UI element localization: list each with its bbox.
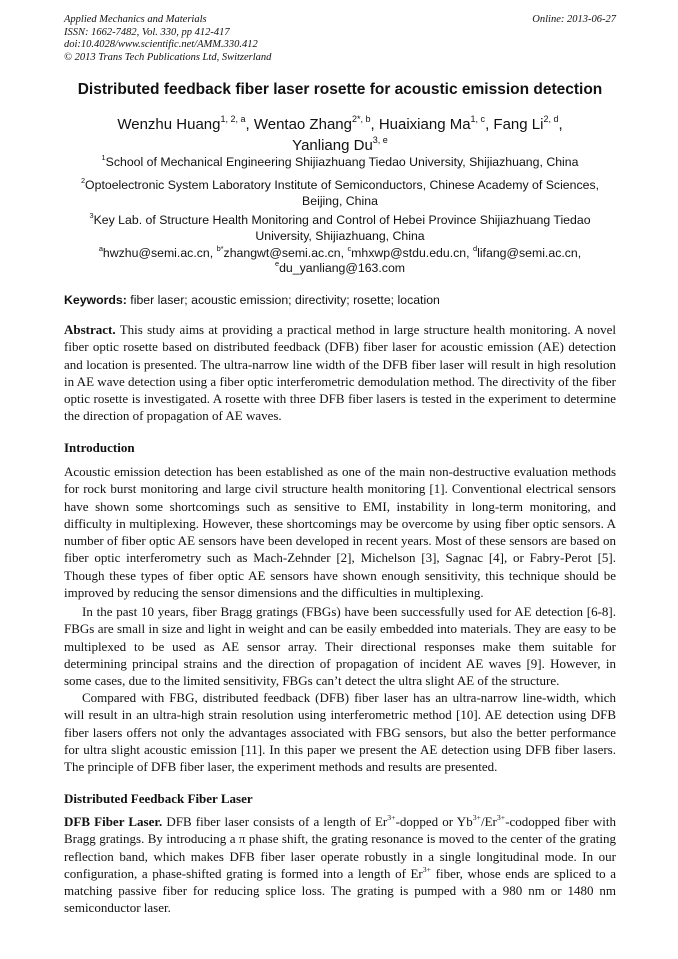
section-heading-introduction: Introduction bbox=[64, 440, 135, 455]
journal-header bbox=[64, 14, 616, 64]
dfb-paragraph: DFB Fiber Laser. DFB fiber laser consists of a length of $Er^{3+}$-dopped or $Yb^{3+}/Er^{3+}$-codopped fiber with Bragg gratings. By introducing a π phase shift, the grating resonance is moved to the center of the grating reflection band, which makes DFB fiber laser operate robustly in a single longitudinal mode. In our configuration, a phase-shifted grating is formed into a length of $Er^{3+}$ fiber, whose ends are spliced to a matching passive fiber for reducing splice loss. The grating is pumped with a 980 nm or 1480 nm semiconductor laser. bbox=[64, 812, 617, 916]
journal-doi: doi:10.4028/www.scientific.net/AMM.330.412 bbox=[64, 39, 258, 50]
introduction-paragraph-3: Compared with FBG, distributed feedback (DFB) fiber laser has an ultra-narrow line-width, which will result in an ultra-high strain resolution using interferometric method [10]. AE detection using DFB fiber lasers offers not only the advantages associated with FBG sensors, but also the better performance for ultra slight acoustic emission [11]. In this paper we present the AE detection using DFB fiber lasers. The principle of DFB fiber laser, the experiment methods and results are presented. bbox=[64, 690, 616, 775]
introduction-paragraph-1: Acoustic emission detection has been established as one of the main non-destructive evaluation methods for rock burst monitoring and large civil structure health monitoring [1]. Conventional electrical sensors have shown some shortcomings such as sensitive to EMI, instability in long-term monitoring, and difficulty in multiplexing. However, these shortcomings may be overcome by using fiber optic sensors. A number of fiber optic AE sensors have been developed in recent years. Most of these sensors are based on fiber optic interferometry such as Mach-Zehnder [2], Michelson [3], Sagnac [4], or Fabry-Perot [5]. Though these types of fiber optic AE sensors have shown enough sensitivity, this technique should be improved by reducing the sensor dimensions and the difficulties in multiplexing. bbox=[64, 464, 616, 601]
introduction-paragraph-2: In the past 10 years, fiber Bragg gratings (FBGs) have been successfully used for AE detection [6-8]. FBGs are small in size and light in weight and can be easily embedded into materials. They are easy to be multiplexed to be used as AE sensor array. Their directional responses make them suitable for determining principal strains and the direction of propagation of incident AE waves [9]. However, in some cases, due to the limited sensitivity, FBGs can’t detect the ultra slight AE of the structure. bbox=[64, 604, 616, 689]
affiliation-2: $^2$Optoelectronic System Laboratory Institute of Semiconductors, Chinese Academy of Sciences, Beijing, China bbox=[80, 176, 600, 208]
affiliation-3: $^3$Key Lab. of Structure Health Monitoring and Control of Hebei Province Shijiazhuang Tiedao University, Shijiazhuang, China bbox=[89, 211, 591, 243]
keywords: Keywords: fiber laser; acoustic emission; directivity; rosette; location bbox=[64, 293, 440, 307]
abstract: Abstract. This study aims at providing a practical method in large structure health monitoring. A novel fiber optic rosette based on distributed feedback (DFB) fiber laser for acoustic emission (AE) detection and location is presented. The ultra-narrow line width of the DFB fiber laser will result in high resolution in AE wave detection using a fiber optic interferometric demodulation method. The directivity of the fiber optic rosette is investigated. A rosette with three DFB fiber lasers is tested in the experiment to determine the direction of propagation of AE waves. bbox=[64, 322, 616, 424]
author: Wentao Zhang$^{2*, b}$, bbox=[253, 113, 379, 133]
affiliation-1: $^1$School of Mechanical Engineering Shijiazhuang Tiedao University, Shijiazhuang, China bbox=[101, 153, 579, 169]
author-list bbox=[64, 114, 616, 156]
author: Fang Li$^{2, d}$, bbox=[493, 113, 563, 133]
author: Yanliang Du$^{3, e}$ bbox=[292, 134, 388, 154]
paper-title: Distributed feedback fiber laser rosette for acoustic emission detection bbox=[77, 81, 603, 98]
author: Wenzhu Huang$^{1, 2, a}$, bbox=[117, 113, 254, 133]
author-emails: $^a$hwzhu@semi.ac.cn, $^{b*}$zhangwt@semi.ac.cn, $^c$mhxwp@stdu.edu.cn, $^d$lifang@semi.ac.cn, $^e$du_yanliang@163.com bbox=[98, 244, 582, 275]
journal-copyright: © 2013 Trans Tech Publications Ltd, Switzerland bbox=[64, 51, 272, 63]
journal-issn: ISSN: 1662-7482, Vol. 330, pp 412-417 bbox=[64, 26, 230, 38]
section-heading-dfb: Distributed Feedback Fiber Laser bbox=[64, 791, 253, 806]
journal-name: Applied Mechanics and Materials bbox=[64, 14, 207, 25]
author: Huaixiang Ma$^{1, c}$, bbox=[378, 113, 494, 133]
online-date: Online: 2013-06-27 bbox=[532, 14, 616, 25]
